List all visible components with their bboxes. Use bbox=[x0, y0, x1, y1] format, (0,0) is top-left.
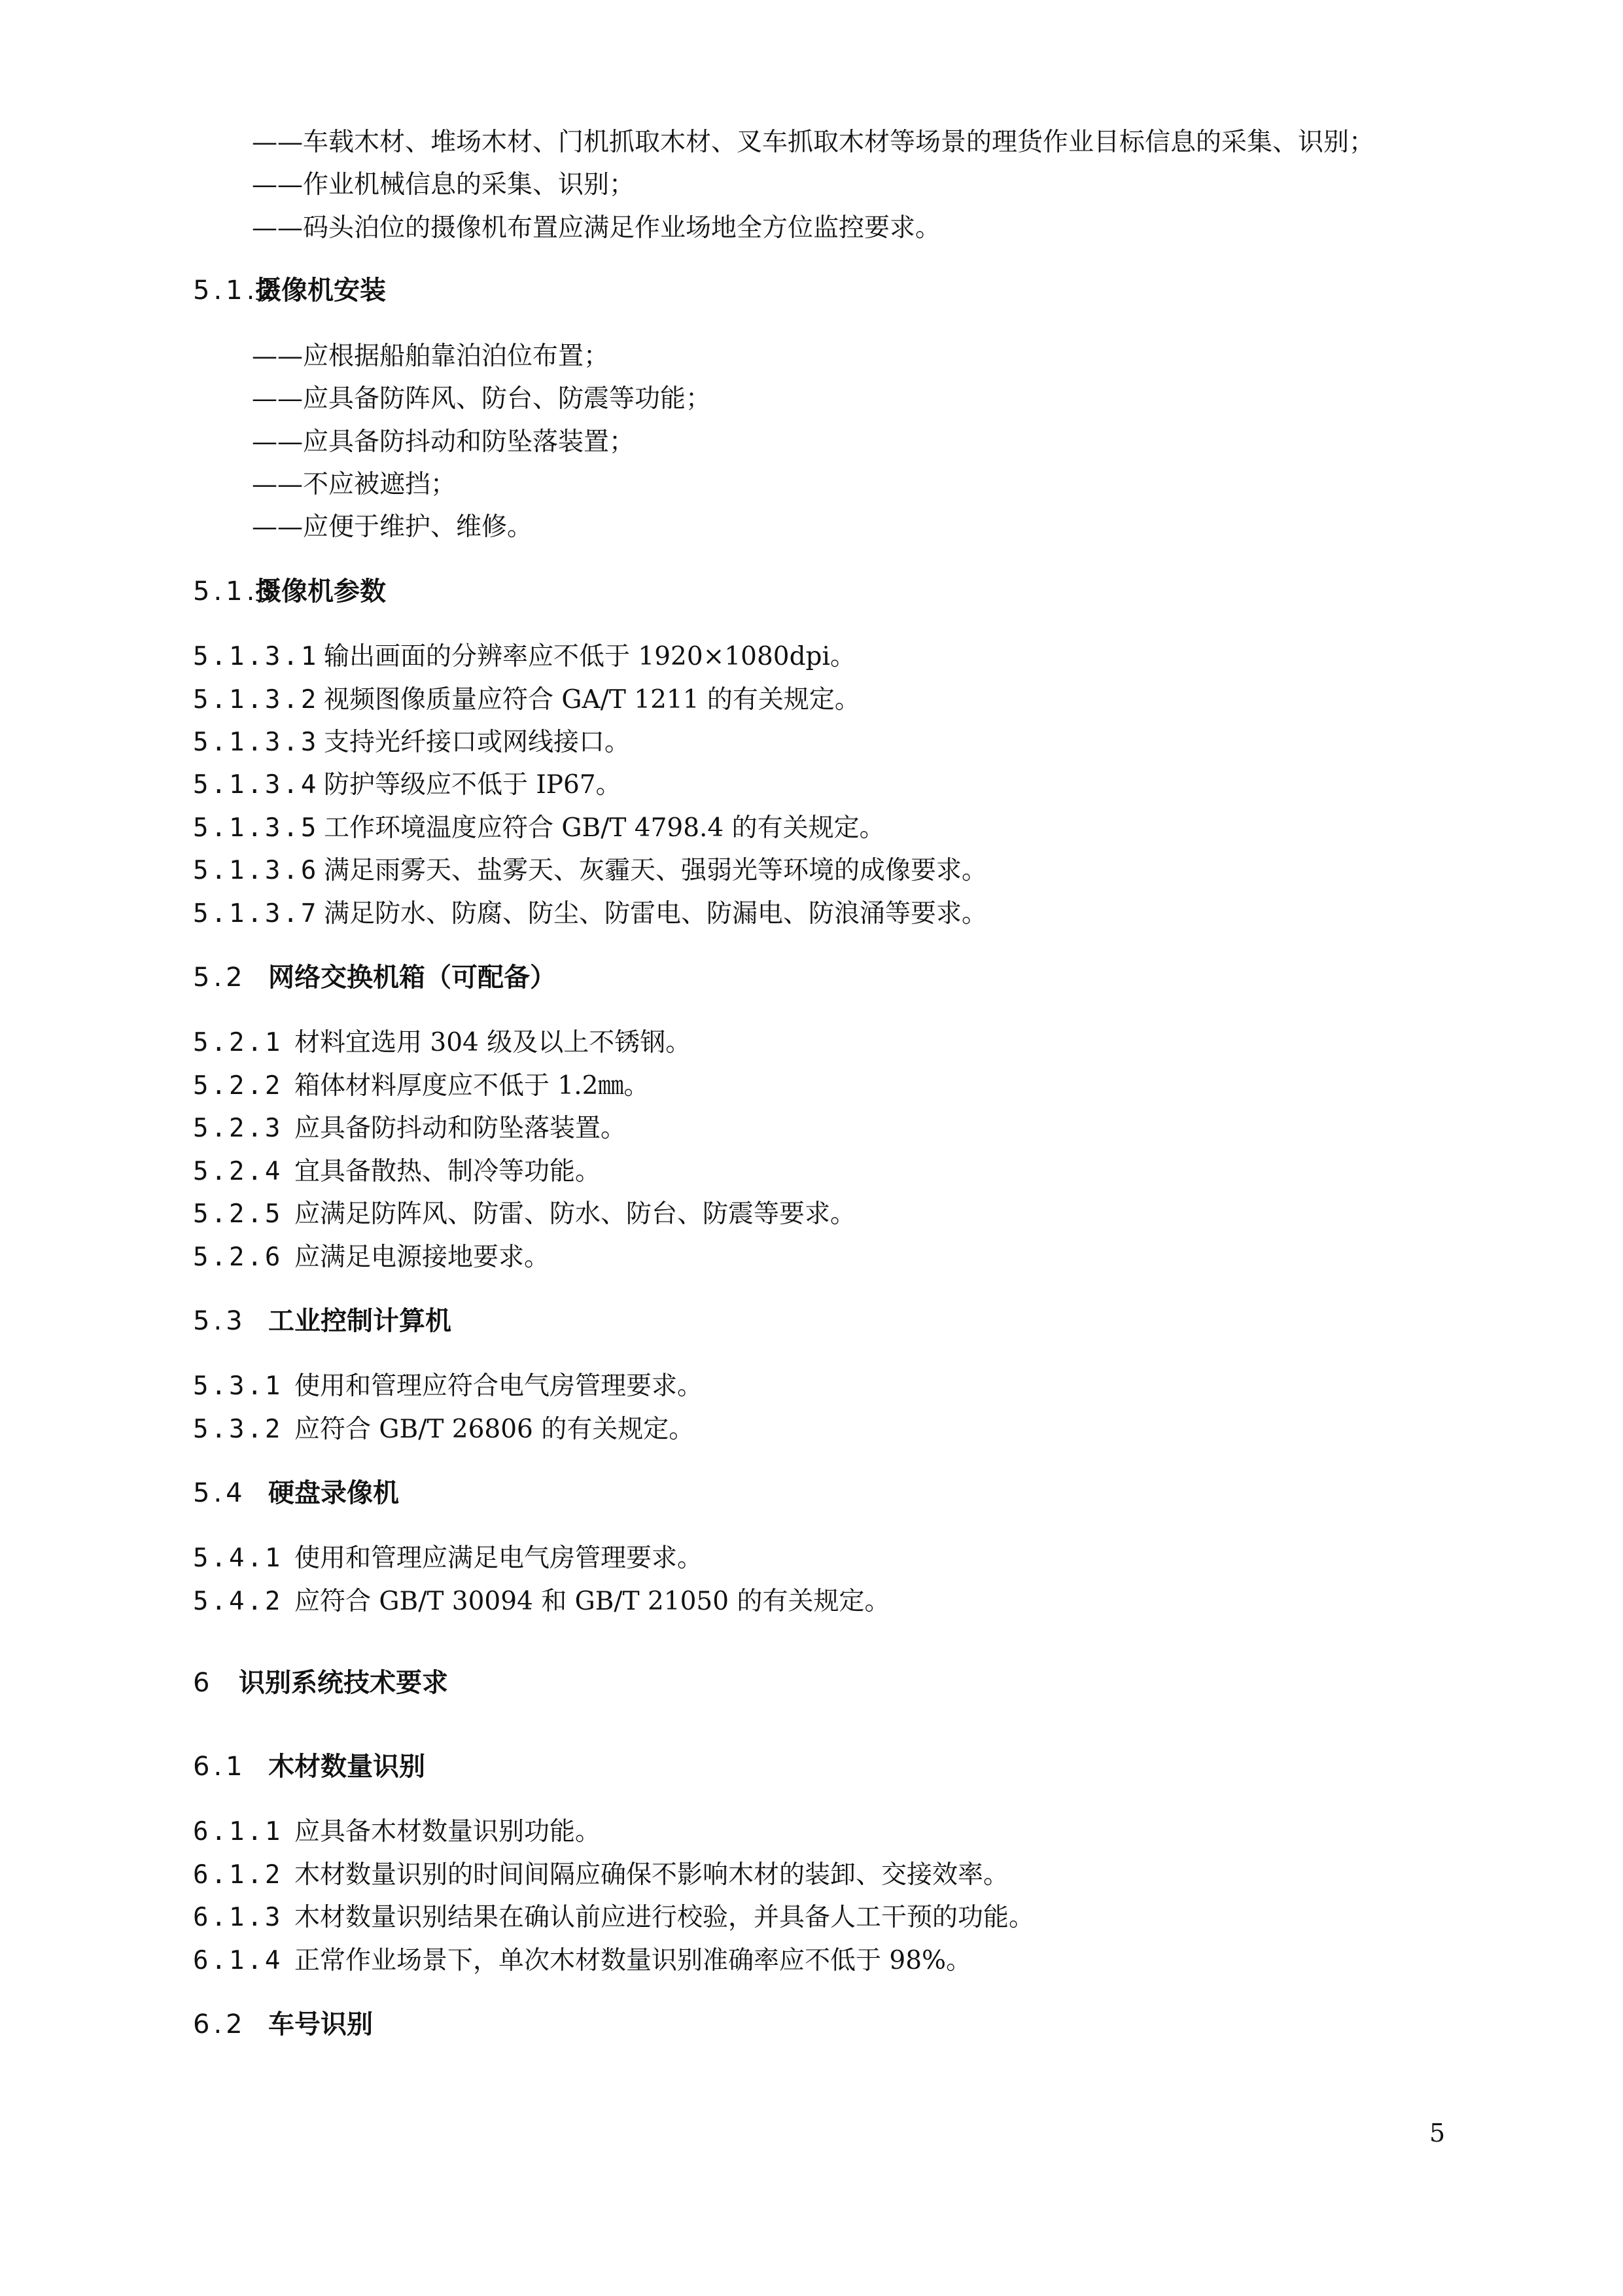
clause-number: 5.4.1 bbox=[193, 1544, 283, 1573]
clause-number: 5.3.1 bbox=[193, 1371, 283, 1401]
clause bbox=[193, 1586, 890, 1617]
section-heading-6-2 bbox=[193, 2009, 373, 2040]
clause-number: 5.1.3.7 bbox=[193, 899, 319, 928]
section-number: 5.4 bbox=[193, 1478, 247, 1508]
clause-number: 5.1.3.4 bbox=[193, 770, 319, 800]
clause bbox=[193, 855, 987, 887]
clause-number: 5.2.1 bbox=[193, 1028, 283, 1057]
clause-number: 5.1.3.2 bbox=[193, 685, 319, 715]
list-item: ——应根据船舶靠泊泊位布置； bbox=[252, 342, 610, 371]
clause-text: 应具备防抖动和防坠落装置。 bbox=[294, 1114, 627, 1143]
section-number: 6.1 bbox=[193, 1752, 247, 1782]
clause-number: 5.2.5 bbox=[193, 1199, 283, 1229]
list-item: ——应具备防阵风、防台、防震等功能； bbox=[252, 384, 712, 414]
clause bbox=[193, 1902, 1034, 1934]
clause-number: 5.3.2 bbox=[193, 1415, 283, 1444]
clause-text: 宜具备散热、制冷等功能。 bbox=[294, 1157, 601, 1186]
section-title: 网络交换机箱（可配备） bbox=[268, 963, 556, 993]
clause bbox=[193, 813, 885, 844]
clause bbox=[193, 1027, 691, 1059]
clause bbox=[193, 1070, 649, 1102]
clause-text: 材料宜选用 304 级及以上不锈钢。 bbox=[294, 1028, 691, 1057]
clause bbox=[193, 1945, 971, 1977]
section-title: 硬盘录像机 bbox=[268, 1478, 399, 1508]
clause bbox=[193, 769, 621, 801]
clause bbox=[193, 641, 856, 673]
list-item: ——应便于维护、维修。 bbox=[252, 512, 533, 542]
clause-number: 6.1.4 bbox=[193, 1946, 283, 1975]
list-item: ——车载木材、堆场木材、门机抓取木材、叉车抓取木材等场景的理货作业目标信息的采集、识别； bbox=[252, 128, 1375, 157]
clause-number: 5.2.4 bbox=[193, 1157, 283, 1186]
section-title: 摄像机安装 bbox=[255, 275, 386, 306]
clause-text: 视频图像质量应符合 GA/T 1211 的有关规定。 bbox=[324, 685, 860, 715]
clause-number: 5.2.3 bbox=[193, 1114, 283, 1143]
clause-text: 应具备木材数量识别功能。 bbox=[294, 1817, 601, 1846]
clause bbox=[193, 1816, 601, 1848]
clause bbox=[193, 1156, 601, 1188]
list-item: ——作业机械信息的采集、识别； bbox=[252, 170, 635, 200]
clause-number: 6.1.3 bbox=[193, 1903, 283, 1932]
section-number: 5.3 bbox=[193, 1306, 247, 1336]
section-title: 工业控制计算机 bbox=[268, 1306, 451, 1336]
clause-text: 应符合 GB/T 26806 的有关规定。 bbox=[294, 1415, 695, 1444]
clause bbox=[193, 898, 987, 930]
clause-text: 输出画面的分辨率应不低于 1920×1080dpi。 bbox=[324, 642, 856, 671]
section-heading-5-1-2 bbox=[193, 275, 386, 306]
clause-text: 箱体材料厚度应不低于 1.2㎜。 bbox=[294, 1071, 650, 1101]
clause-text: 工作环境温度应符合 GB/T 4798.4 的有关规定。 bbox=[324, 813, 885, 843]
clause-number: 5.1.3.1 bbox=[193, 642, 319, 671]
clause bbox=[193, 1543, 703, 1574]
clause-text: 应满足防阵风、防雷、防水、防台、防震等要求。 bbox=[294, 1199, 856, 1229]
clause-text: 使用和管理应符合电气房管理要求。 bbox=[294, 1371, 703, 1401]
clause bbox=[193, 1371, 703, 1402]
clause-text: 防护等级应不低于 IP67。 bbox=[324, 770, 621, 800]
clause bbox=[193, 727, 630, 758]
clause bbox=[193, 1860, 1009, 1891]
section-heading-5-1-3 bbox=[193, 576, 386, 607]
clause-number: 5.2.6 bbox=[193, 1243, 283, 1272]
clause bbox=[193, 684, 860, 716]
section-title: 车号识别 bbox=[268, 2009, 373, 2040]
clause-text: 木材数量识别的时间间隔应确保不影响木材的装卸、交接效率。 bbox=[294, 1860, 1009, 1890]
chapter-heading-6 bbox=[193, 1667, 448, 1699]
clause-number: 5.1.3.5 bbox=[193, 813, 319, 843]
clause-text: 满足雨雾天、盐雾天、灰霾天、强弱光等环境的成像要求。 bbox=[324, 856, 988, 885]
clause-text: 满足防水、防腐、防尘、防雷电、防漏电、防浪涌等要求。 bbox=[324, 899, 988, 928]
chapter-title: 识别系统技术要求 bbox=[239, 1668, 448, 1698]
clause-text: 正常作业场景下，单次木材数量识别准确率应不低于 98%。 bbox=[294, 1946, 972, 1975]
list-item: ——码头泊位的摄像机布置应满足作业场地全方位监控要求。 bbox=[252, 213, 941, 243]
section-number: 6.2 bbox=[193, 2009, 247, 2040]
clause bbox=[193, 1242, 550, 1273]
clause-number: 6.1.1 bbox=[193, 1817, 283, 1846]
clause bbox=[193, 1199, 856, 1230]
section-heading-5-2 bbox=[193, 962, 556, 993]
list-item: ——应具备防抖动和防坠落装置； bbox=[252, 427, 635, 457]
clause-number: 6.1.2 bbox=[193, 1860, 283, 1890]
clause-text: 木材数量识别结果在确认前应进行校验，并具备人工干预的功能。 bbox=[294, 1903, 1035, 1932]
clause-number: 5.1.3.3 bbox=[193, 728, 319, 757]
clause bbox=[193, 1414, 694, 1445]
chapter-number: 6 bbox=[193, 1668, 214, 1698]
section-number: 5.1.2 bbox=[193, 275, 279, 306]
clause-text: 应符合 GB/T 30094 和 GB/T 21050 的有关规定。 bbox=[294, 1587, 890, 1616]
section-heading-5-4 bbox=[193, 1477, 399, 1509]
clause bbox=[193, 1113, 626, 1144]
clause-text: 应满足电源接地要求。 bbox=[294, 1243, 550, 1272]
clause-number: 5.4.2 bbox=[193, 1587, 283, 1616]
clause-number: 5.2.2 bbox=[193, 1071, 283, 1101]
page-number: 5 bbox=[1429, 2119, 1446, 2147]
clause-text: 支持光纤接口或网线接口。 bbox=[324, 728, 631, 757]
list-item: ——不应被遮挡； bbox=[252, 470, 457, 499]
section-heading-5-3 bbox=[193, 1305, 451, 1337]
section-title: 木材数量识别 bbox=[268, 1752, 425, 1782]
section-title: 摄像机参数 bbox=[255, 576, 386, 607]
section-number: 5.1.3 bbox=[193, 576, 279, 607]
clause-number: 5.1.3.6 bbox=[193, 856, 319, 885]
section-number: 5.2 bbox=[193, 963, 247, 993]
section-heading-6-1 bbox=[193, 1751, 425, 1782]
clause-text: 使用和管理应满足电气房管理要求。 bbox=[294, 1544, 703, 1573]
